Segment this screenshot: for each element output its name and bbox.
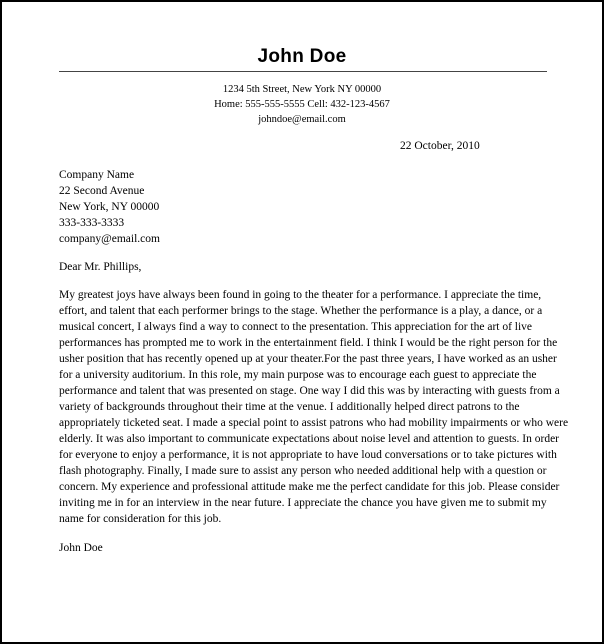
body-line: flash photography. Finally, I made sure to assist any person who needed additional help with a question or — [59, 465, 547, 477]
body-line: usher position that has recently opened up at your theater.For the past three years, I have worked as an usher — [59, 353, 557, 365]
body-line: performances has prompted me to work in the entertainment field. I think I would be the right person for the — [59, 337, 558, 349]
recipient-email: company@email.com — [59, 233, 160, 245]
recipient-block — [59, 167, 160, 247]
header-divider — [59, 71, 547, 72]
recipient-street: 22 Second Avenue — [59, 185, 145, 197]
signature-name: John Doe — [59, 542, 103, 554]
body-line: variety of backgrounds throughout their time at the venue. I additionally helped direct patrons to the — [59, 401, 520, 413]
body-line: appropriately ticketed seat. I made a special point to assist patrons who had mobility impairments or who were — [59, 417, 569, 429]
sender-address: 1234 5th Street, New York NY 00000 — [222, 84, 382, 95]
body-line: name for consideration for this job. — [59, 513, 222, 525]
sender-name: John Doe — [257, 46, 347, 67]
body-line: elderly. It was also important to communicate expectations about noise level and attention to guests. In order — [59, 433, 560, 445]
sender-phones: Home: 555-555-5555 Cell: 432-123-4567 — [214, 99, 390, 110]
recipient-phone: 333-333-3333 — [59, 217, 125, 229]
body-line: effort, and talent that each performer brings to the stage. Whether the performance is a play, a dance, or a — [59, 305, 543, 317]
salutation: Dear Mr. Phillips, — [59, 261, 142, 273]
recipient-company: Company Name — [59, 169, 135, 181]
body-line: for everyone to enjoy a performance, it is not appropriate to have loud conversations or to take pictures with — [59, 449, 557, 461]
body-line: for a university auditorium. In this role, my main purpose was to encourage each guest to appreciate the — [59, 369, 537, 381]
letter-date: 22 October, 2010 — [400, 140, 480, 152]
body-line: concern. My experience and professional attitude make me the perfect candidate for this job. Please consider — [59, 481, 560, 493]
body-line: musical concert, I always find a way to connect to the presentation. This appreciation for the art of live — [59, 321, 533, 333]
sender-contact-block — [2, 82, 602, 127]
body-line: inviting me in for an interview in the near future. I appreciate the chance you have given me to submit my — [59, 497, 547, 509]
body-line: performance and talent that was presented on stage. One way I did this was by interacting with guests from a — [59, 385, 560, 397]
sender-email: johndoe@email.com — [258, 114, 346, 125]
body-line: My greatest joys have always been found in going to the theater for a performance. I appreciate the time, — [59, 289, 542, 301]
letter-body — [59, 287, 569, 527]
recipient-city: New York, NY 00000 — [59, 201, 160, 213]
